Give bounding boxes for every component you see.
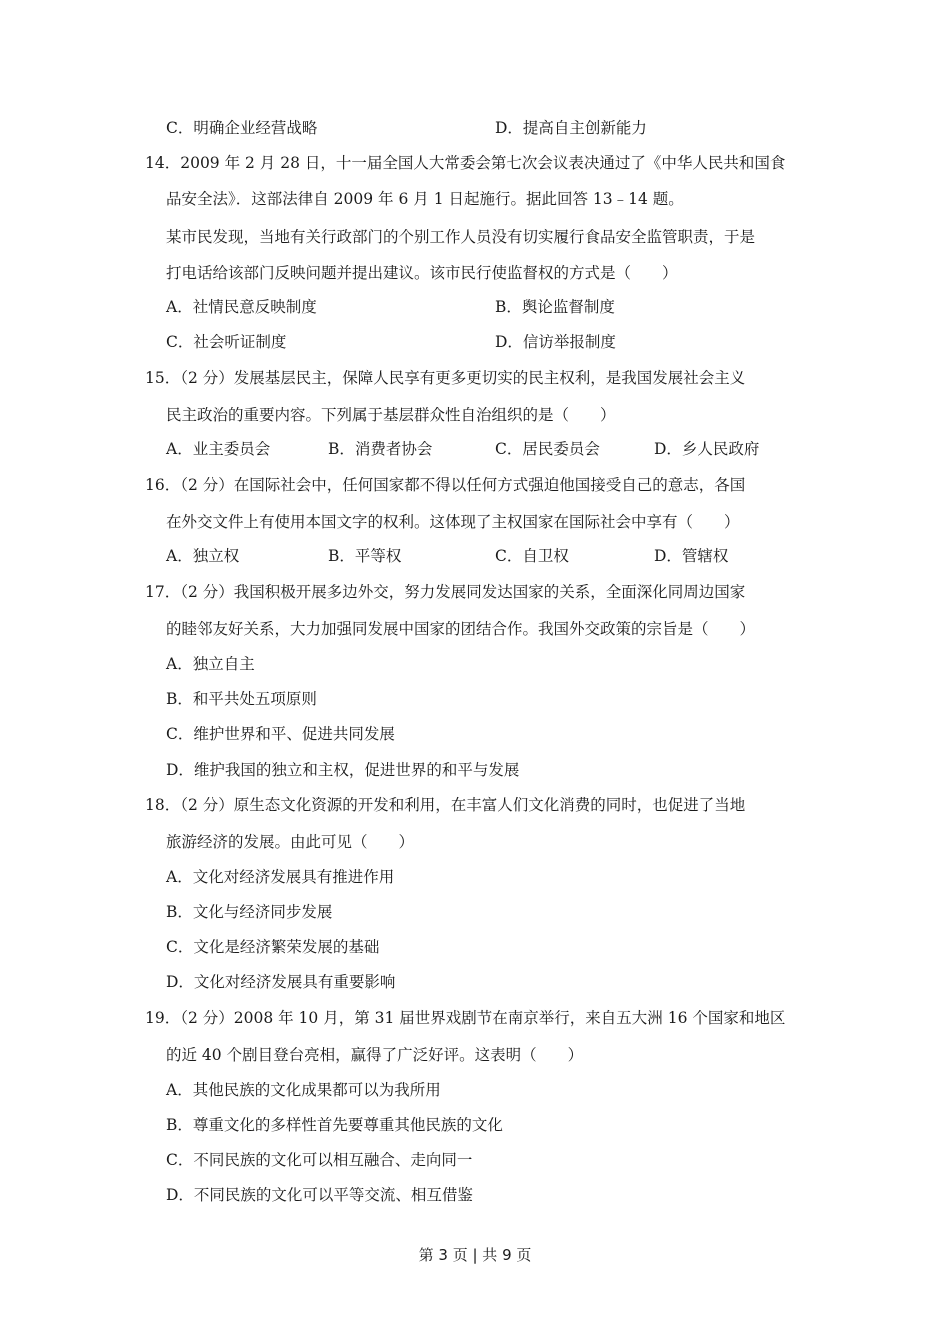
q19-option-b: B．尊重文化的多样性首先要尊重其他民族的文化 [166,1116,503,1134]
q16-stem-line-1: 16．（2 分）在国际社会中，任何国家都不得以任何方式强迫他国接受自己的意志，各国 [145,476,746,494]
q16-option-d: D．管辖权 [654,547,729,565]
q14-option-d: D．信访举报制度 [495,333,616,351]
q17-option-a: A．独立自主 [166,655,255,673]
q14-option-a: A．社情民意反映制度 [166,298,317,316]
q17-option-c: C．维护世界和平、促进共同发展 [166,725,395,743]
q15-option-c: C．居民委员会 [495,440,600,458]
q17-stem-line-2: 的睦邻友好关系，大力加强同发展中国家的团结合作。我国外交政策的宗旨是（ ） [166,620,756,638]
q19-option-d: D．不同民族的文化可以平等交流、相互借鉴 [166,1186,473,1204]
q13-option-d: D．提高自主创新能力 [495,119,647,137]
q15-stem-line-2: 民主政治的重要内容。下列属于基层群众性自治组织的是（ ） [166,406,616,424]
q14-stem-line-2: 品安全法》．这部法律自 2009 年 6 月 1 日起施行。据此回答 13﹣14 题。 [166,190,684,208]
q14-stem-line-1: 14．2009 年 2 月 28 日，十一届全国人大常委会第七次会议表决通过了《中华人民共和国食 [145,154,786,172]
q19-stem-line-2: 的近 40 个剧目登台亮相，赢得了广泛好评。这表明（ ） [166,1046,584,1064]
q14-stem-line-3: 某市民发现，当地有关行政部门的个别工作人员没有切实履行食品安全监管职责，于是 [166,228,756,246]
q14-option-b: B．舆论监督制度 [495,298,615,316]
q15-option-d: D．乡人民政府 [654,440,760,458]
q16-option-a: A．独立权 [166,547,240,565]
q18-option-b: B．文化与经济同步发展 [166,903,333,921]
q17-stem-line-1: 17．（2 分）我国积极开展多边外交，努力发展同发达国家的关系，全面深化同周边国家 [145,583,746,601]
q19-stem-line-1: 19．（2 分）2008 年 10 月，第 31 届世界戏剧节在南京举行，来自五大洲 16 个国家和地区 [145,1009,786,1027]
q13-option-c: C．明确企业经营战略 [166,119,318,137]
q18-stem-line-2: 旅游经济的发展。由此可见（ ） [166,833,415,851]
q18-option-c: C．文化是经济繁荣发展的基础 [166,938,380,956]
q14-stem-line-4: 打电话给该部门反映问题并提出建议。该市民行使监督权的方式是（ ） [166,264,678,282]
q14-option-c: C．社会听证制度 [166,333,287,351]
q18-option-d: D．文化对经济发展具有重要影响 [166,973,396,991]
q15-stem-line-1: 15．（2 分）发展基层民主，保障人民享有更多更切实的民主权利，是我国发展社会主义 [145,369,746,387]
page-footer: 第 3 页 | 共 9 页 [418,1246,532,1264]
q17-option-d: D．维护我国的独立和主权，促进世界的和平与发展 [166,761,520,779]
q16-option-b: B．平等权 [328,547,402,565]
q19-option-a: A．其他民族的文化成果都可以为我所用 [166,1081,441,1099]
q15-option-a: A．业主委员会 [166,440,271,458]
q18-stem-line-1: 18．（2 分）原生态文化资源的开发和利用，在丰富人们文化消费的同时，也促进了当地 [145,796,746,814]
q18-option-a: A．文化对经济发展具有推进作用 [166,868,395,886]
q16-option-c: C．自卫权 [495,547,569,565]
q15-option-b: B．消费者协会 [328,440,433,458]
q17-option-b: B．和平共处五项原则 [166,690,317,708]
q16-stem-line-2: 在外交文件上有使用本国文字的权利。这体现了主权国家在国际社会中享有（ ） [166,513,740,531]
q19-option-c: C．不同民族的文化可以相互融合、走向同一 [166,1151,473,1169]
